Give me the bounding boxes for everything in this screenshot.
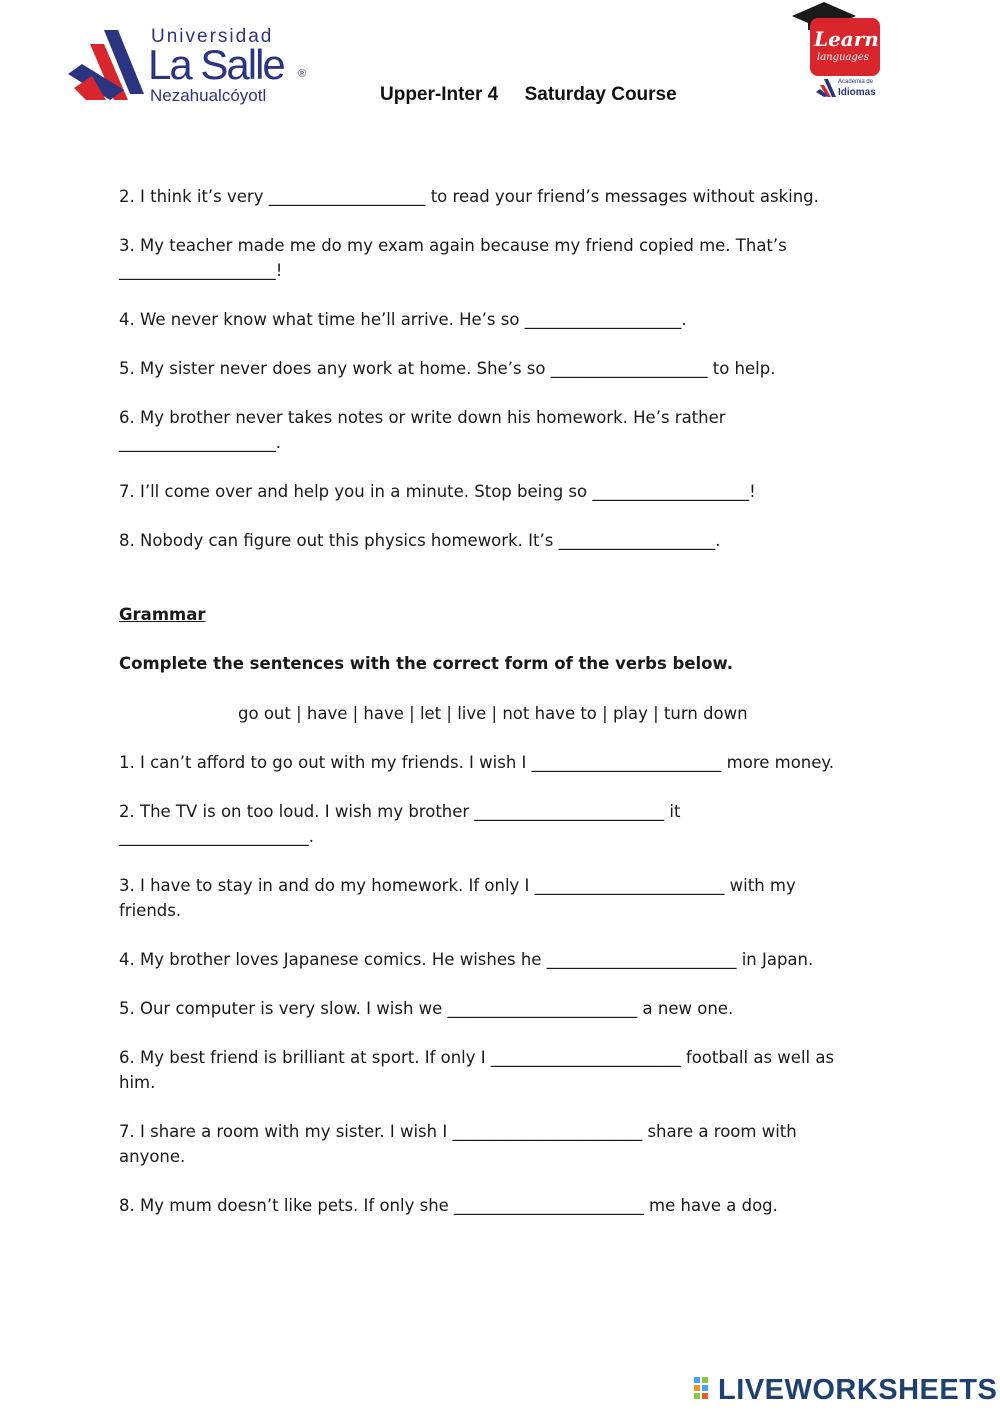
vocab-item-6: 6. My brother never takes notes or write down his homework. He’s rather (119, 408, 726, 427)
word-bank: go out | have | have | let | live | not have to | play | turn down (238, 704, 748, 723)
registered-mark: ® (298, 68, 307, 80)
university-campus: Nezahualcóyotl (150, 86, 267, 105)
vocab-item-7: 7. I’ll come over and help you in a minute. Stop being so ___________________! (119, 482, 756, 501)
vocab-item-3: 3. My teacher made me do my exam again because my friend copied me. That’s (119, 236, 787, 255)
learn-word: Learn (814, 27, 879, 51)
vocab-item-8: 8. Nobody can figure out this physics homework. It’s ___________________. (119, 531, 721, 550)
grammar-item-8: 8. My mum doesn’t like pets. If only she _______________________ me have a dog. (119, 1196, 778, 1215)
lasalle-emblem-icon (66, 28, 146, 104)
learn-languages-logo (790, 0, 890, 104)
grammar-item-5: 5. Our computer is very slow. I wish we _______________________ a new one. (119, 999, 734, 1018)
vocab-item-2: 2. I think it’s very ___________________ to read your friend’s messages without asking. (119, 187, 819, 206)
lasalle-logo (66, 26, 316, 106)
academia-label: Academia de (838, 79, 874, 85)
idiomas-label: Idiomas (838, 87, 876, 98)
grammar-item-7-cont: anyone. (119, 1147, 186, 1166)
liveworksheets-brand: LIVEWORKSHEETS (718, 1374, 998, 1406)
grammar-item-3-cont: friends. (119, 901, 182, 920)
vocab-item-5: 5. My sister never does any work at home. She’s so ___________________ to help. (119, 359, 776, 378)
university-name: La Salle (148, 41, 284, 88)
grammar-item-3: 3. I have to stay in and do my homework. If only I _______________________ with my (119, 876, 796, 895)
liveworksheets-icon (694, 1377, 716, 1403)
grammar-item-7: 7. I share a room with my sister. I wish I _______________________ share a room with (119, 1122, 797, 1141)
vocab-item-3-blank: ___________________! (119, 261, 283, 280)
grammar-item-6: 6. My best friend is brilliant at sport. If only I _______________________ football as well as (119, 1048, 835, 1067)
grammar-item-1: 1. I can’t afford to go out with my friends. I wish I _______________________ more money. (119, 753, 835, 772)
grammar-item-6-cont: him. (119, 1073, 156, 1092)
grammar-item-2: 2. The TV is on too loud. I wish my brother _______________________ it (119, 802, 681, 821)
learn-sub: languages (817, 52, 869, 63)
vocab-item-6-blank: ___________________. (119, 433, 281, 452)
grammar-instruction: Complete the sentences with the correct form of the verbs below. (119, 654, 733, 673)
course-title: Upper-Inter 4 Saturday Course (380, 84, 677, 105)
grammar-heading: Grammar (119, 605, 206, 624)
university-line1: Universidad (151, 26, 274, 47)
grammar-item-2-blank: _______________________. (119, 827, 314, 846)
academia-emblem-icon (816, 79, 836, 97)
grammar-item-4: 4. My brother loves Japanese comics. He wishes he _______________________ in Japan. (119, 950, 814, 969)
vocab-item-4: 4. We never know what time he’ll arrive. He’s so ___________________. (119, 310, 687, 329)
